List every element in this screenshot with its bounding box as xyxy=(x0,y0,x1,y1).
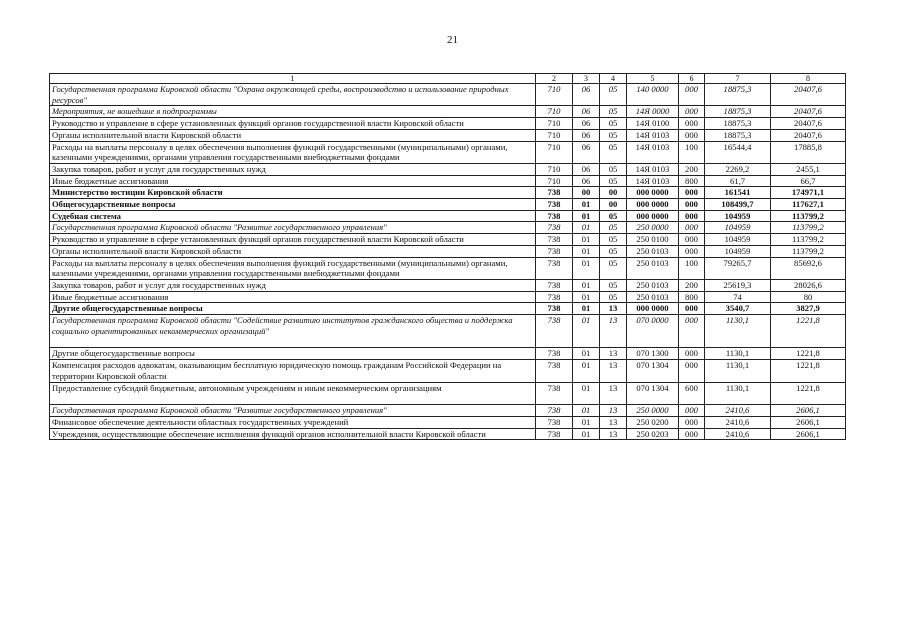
row-name-cell: Расходы на выплаты персоналу в целях обеспечения выполнения функций государственными (муниципальными) органами, казенными учреждениями, органами управления государственными внебюджетными фондами xyxy=(50,257,536,279)
expense-type-cell: 000 xyxy=(679,187,705,199)
target-article-cell: 000 0000 xyxy=(627,187,679,199)
expense-type-cell: 200 xyxy=(679,279,705,291)
ministry-code-cell: 738 xyxy=(536,257,573,279)
row-name-cell: Органы исполнительной власти Кировской области xyxy=(50,129,536,141)
expense-type-cell: 000 xyxy=(679,118,705,130)
ministry-code-cell: 738 xyxy=(536,382,573,405)
budget-table xyxy=(49,73,846,440)
subsection-code-cell: 05 xyxy=(600,291,627,303)
subsection-code-cell: 13 xyxy=(600,315,627,348)
ministry-code-cell: 710 xyxy=(536,106,573,118)
expense-type-cell: 000 xyxy=(679,199,705,211)
amount-year2-cell: 80 xyxy=(771,291,846,303)
target-article-cell: 070 1300 xyxy=(627,348,679,360)
section-code-cell: 01 xyxy=(573,245,600,257)
subsection-code-cell: 05 xyxy=(600,141,627,163)
subsection-code-cell: 13 xyxy=(600,416,627,428)
expense-type-cell: 000 xyxy=(679,234,705,246)
header-cell: 4 xyxy=(600,74,627,84)
subsection-code-cell: 05 xyxy=(600,234,627,246)
ministry-code-cell: 738 xyxy=(536,210,573,222)
amount-year2-cell: 2606,1 xyxy=(771,405,846,417)
row-name-cell: Другие общегосударственные вопросы xyxy=(50,348,536,360)
header-cell: 2 xyxy=(536,74,573,84)
subsection-code-cell: 13 xyxy=(600,360,627,382)
table-row xyxy=(50,129,846,141)
amount-year1-cell: 3540,7 xyxy=(705,303,771,315)
section-code-cell: 01 xyxy=(573,234,600,246)
target-article-cell: 250 0000 xyxy=(627,405,679,417)
section-code-cell: 01 xyxy=(573,348,600,360)
amount-year1-cell: 1130,1 xyxy=(705,348,771,360)
expense-type-cell: 000 xyxy=(679,360,705,382)
amount-year1-cell: 18875,3 xyxy=(705,118,771,130)
subsection-code-cell: 05 xyxy=(600,222,627,234)
target-article-cell: 000 0000 xyxy=(627,199,679,211)
amount-year2-cell: 2455,1 xyxy=(771,163,846,175)
ministry-code-cell: 738 xyxy=(536,245,573,257)
table-row xyxy=(50,210,846,222)
subsection-code-cell: 13 xyxy=(600,405,627,417)
table-row xyxy=(50,106,846,118)
section-code-cell: 01 xyxy=(573,360,600,382)
target-article-cell: 250 0103 xyxy=(627,291,679,303)
expense-type-cell: 100 xyxy=(679,257,705,279)
section-code-cell: 06 xyxy=(573,84,600,106)
table-row xyxy=(50,222,846,234)
row-name-cell: Предоставление субсидий бюджетным, автономным учреждениям и иным некоммерческим организациям xyxy=(50,382,536,405)
amount-year2-cell: 113799,2 xyxy=(771,210,846,222)
row-name-cell: Министерство юстиции Кировской области xyxy=(50,187,536,199)
amount-year1-cell: 2269,2 xyxy=(705,163,771,175)
row-name-cell: Закупка товаров, работ и услуг для государственных нужд xyxy=(50,279,536,291)
amount-year2-cell: 113799,2 xyxy=(771,222,846,234)
amount-year2-cell: 2606,1 xyxy=(771,416,846,428)
table-row xyxy=(50,163,846,175)
amount-year2-cell: 1221,8 xyxy=(771,348,846,360)
amount-year2-cell: 28026,6 xyxy=(771,279,846,291)
expense-type-cell: 800 xyxy=(679,175,705,187)
section-code-cell: 06 xyxy=(573,141,600,163)
amount-year2-cell: 20407,6 xyxy=(771,106,846,118)
section-code-cell: 01 xyxy=(573,303,600,315)
ministry-code-cell: 738 xyxy=(536,291,573,303)
target-article-cell: 14Я 0103 xyxy=(627,163,679,175)
ministry-code-cell: 738 xyxy=(536,405,573,417)
subsection-code-cell: 13 xyxy=(600,382,627,405)
expense-type-cell: 100 xyxy=(679,141,705,163)
row-name-cell: Органы исполнительной власти Кировской области xyxy=(50,245,536,257)
target-article-cell: 250 0103 xyxy=(627,257,679,279)
table-row xyxy=(50,303,846,315)
target-article-cell: 000 0000 xyxy=(627,303,679,315)
section-code-cell: 06 xyxy=(573,118,600,130)
ministry-code-cell: 738 xyxy=(536,428,573,440)
section-code-cell: 01 xyxy=(573,382,600,405)
amount-year2-cell: 113799,2 xyxy=(771,234,846,246)
row-name-cell: Руководство и управление в сфере установленных функций органов государственной власти Кировской области xyxy=(50,234,536,246)
expense-type-cell: 000 xyxy=(679,315,705,348)
amount-year1-cell: 104959 xyxy=(705,210,771,222)
subsection-code-cell: 00 xyxy=(600,187,627,199)
target-article-cell: 14Я 0100 xyxy=(627,118,679,130)
ministry-code-cell: 710 xyxy=(536,141,573,163)
section-code-cell: 00 xyxy=(573,187,600,199)
ministry-code-cell: 738 xyxy=(536,187,573,199)
amount-year1-cell: 2410,6 xyxy=(705,428,771,440)
amount-year1-cell: 18875,3 xyxy=(705,129,771,141)
table-row xyxy=(50,84,846,106)
amount-year1-cell: 1130,1 xyxy=(705,382,771,405)
header-cell: 6 xyxy=(679,74,705,84)
header-cell: 8 xyxy=(771,74,846,84)
target-article-cell: 070 1304 xyxy=(627,360,679,382)
ministry-code-cell: 738 xyxy=(536,348,573,360)
expense-type-cell: 000 xyxy=(679,210,705,222)
table-row xyxy=(50,428,846,440)
amount-year1-cell: 161541 xyxy=(705,187,771,199)
row-name-cell: Государственная программа Кировской области "Содействие развитию институтов гражданского общества и поддержка социально ориентированных некоммерческих организаций" xyxy=(50,315,536,348)
table-row xyxy=(50,141,846,163)
amount-year2-cell: 20407,6 xyxy=(771,129,846,141)
row-name-cell: Общегосударственные вопросы xyxy=(50,199,536,211)
target-article-cell: 14Я 0103 xyxy=(627,129,679,141)
amount-year1-cell: 61,7 xyxy=(705,175,771,187)
amount-year2-cell: 117627,1 xyxy=(771,199,846,211)
amount-year1-cell: 18875,3 xyxy=(705,84,771,106)
target-article-cell: 250 0103 xyxy=(627,245,679,257)
header-cell: 1 xyxy=(50,74,536,84)
amount-year2-cell: 85692,6 xyxy=(771,257,846,279)
table-row xyxy=(50,315,846,348)
amount-year2-cell: 20407,6 xyxy=(771,84,846,106)
target-article-cell: 14Я 0000 xyxy=(627,106,679,118)
ministry-code-cell: 738 xyxy=(536,279,573,291)
section-code-cell: 01 xyxy=(573,405,600,417)
table-row xyxy=(50,405,846,417)
amount-year2-cell: 1221,8 xyxy=(771,315,846,348)
header-cell: 3 xyxy=(573,74,600,84)
row-name-cell: Судебная система xyxy=(50,210,536,222)
subsection-code-cell: 05 xyxy=(600,279,627,291)
expense-type-cell: 000 xyxy=(679,428,705,440)
expense-type-cell: 000 xyxy=(679,245,705,257)
row-name-cell: Финансовое обеспечение деятельности областных государственных учреждений xyxy=(50,416,536,428)
row-name-cell: Иные бюджетные ассигнования xyxy=(50,291,536,303)
target-article-cell: 14Я 0103 xyxy=(627,175,679,187)
amount-year1-cell: 1130,1 xyxy=(705,315,771,348)
amount-year1-cell: 104959 xyxy=(705,245,771,257)
row-name-cell: Иные бюджетные ассигнования xyxy=(50,175,536,187)
amount-year1-cell: 18875,3 xyxy=(705,106,771,118)
section-code-cell: 01 xyxy=(573,199,600,211)
section-code-cell: 01 xyxy=(573,210,600,222)
section-code-cell: 01 xyxy=(573,315,600,348)
expense-type-cell: 000 xyxy=(679,106,705,118)
target-article-cell: 000 0000 xyxy=(627,210,679,222)
row-name-cell: Государственная программа Кировской области "Охрана окружающей среды, воспроизводство и использование природных ресурсов" xyxy=(50,84,536,106)
target-article-cell: 140 0000 xyxy=(627,84,679,106)
amount-year2-cell: 3827,9 xyxy=(771,303,846,315)
ministry-code-cell: 738 xyxy=(536,315,573,348)
row-name-cell: Закупка товаров, работ и услуг для государственных нужд xyxy=(50,163,536,175)
section-code-cell: 06 xyxy=(573,163,600,175)
expense-type-cell: 000 xyxy=(679,84,705,106)
amount-year1-cell: 16544,4 xyxy=(705,141,771,163)
subsection-code-cell: 00 xyxy=(600,199,627,211)
table-row xyxy=(50,257,846,279)
section-code-cell: 06 xyxy=(573,175,600,187)
expense-type-cell: 000 xyxy=(679,303,705,315)
amount-year2-cell: 20407,6 xyxy=(771,118,846,130)
target-article-cell: 250 0000 xyxy=(627,222,679,234)
section-code-cell: 01 xyxy=(573,257,600,279)
ministry-code-cell: 738 xyxy=(536,360,573,382)
expense-type-cell: 200 xyxy=(679,163,705,175)
table-row xyxy=(50,187,846,199)
row-name-cell: Руководство и управление в сфере установленных функций органов государственной власти Кировской области xyxy=(50,118,536,130)
table-row xyxy=(50,118,846,130)
header-cell: 7 xyxy=(705,74,771,84)
table-body xyxy=(50,84,846,440)
expense-type-cell: 800 xyxy=(679,291,705,303)
ministry-code-cell: 738 xyxy=(536,416,573,428)
row-name-cell: Государственная программа Кировской области "Развитие государственного управления" xyxy=(50,405,536,417)
header-cell: 5 xyxy=(627,74,679,84)
row-name-cell: Расходы на выплаты персоналу в целях обеспечения выполнения функций государственными (муниципальными) органами, казенными учреждениями, органами управления государственными внебюджетными фондами xyxy=(50,141,536,163)
expense-type-cell: 000 xyxy=(679,129,705,141)
table-row xyxy=(50,245,846,257)
amount-year1-cell: 74 xyxy=(705,291,771,303)
amount-year1-cell: 104959 xyxy=(705,222,771,234)
table-row xyxy=(50,234,846,246)
target-article-cell: 14Я 0103 xyxy=(627,141,679,163)
target-article-cell: 250 0100 xyxy=(627,234,679,246)
target-article-cell: 250 0200 xyxy=(627,416,679,428)
table-row xyxy=(50,348,846,360)
target-article-cell: 070 0000 xyxy=(627,315,679,348)
expense-type-cell: 600 xyxy=(679,382,705,405)
expense-type-cell: 000 xyxy=(679,222,705,234)
section-code-cell: 01 xyxy=(573,428,600,440)
subsection-code-cell: 05 xyxy=(600,257,627,279)
amount-year2-cell: 1221,8 xyxy=(771,360,846,382)
ministry-code-cell: 738 xyxy=(536,303,573,315)
section-code-cell: 01 xyxy=(573,416,600,428)
amount-year1-cell: 79265,7 xyxy=(705,257,771,279)
amount-year1-cell: 2410,6 xyxy=(705,405,771,417)
section-code-cell: 01 xyxy=(573,279,600,291)
amount-year2-cell: 113799,2 xyxy=(771,245,846,257)
table-row xyxy=(50,279,846,291)
subsection-code-cell: 05 xyxy=(600,163,627,175)
target-article-cell: 250 0103 xyxy=(627,279,679,291)
header-row xyxy=(50,74,846,84)
row-name-cell: Учреждения, осуществляющие обеспечение исполнения функций органов исполнительной власти Кировской области xyxy=(50,428,536,440)
section-code-cell: 01 xyxy=(573,291,600,303)
ministry-code-cell: 710 xyxy=(536,129,573,141)
ministry-code-cell: 738 xyxy=(536,234,573,246)
subsection-code-cell: 05 xyxy=(600,106,627,118)
row-name-cell: Другие общегосударственные вопросы xyxy=(50,303,536,315)
page-number: 21 xyxy=(447,34,458,46)
expense-type-cell: 000 xyxy=(679,405,705,417)
ministry-code-cell: 738 xyxy=(536,222,573,234)
section-code-cell: 06 xyxy=(573,106,600,118)
amount-year2-cell: 2606,1 xyxy=(771,428,846,440)
table-row xyxy=(50,175,846,187)
amount-year1-cell: 108499,7 xyxy=(705,199,771,211)
amount-year2-cell: 17885,8 xyxy=(771,141,846,163)
amount-year1-cell: 1130,1 xyxy=(705,360,771,382)
subsection-code-cell: 13 xyxy=(600,303,627,315)
ministry-code-cell: 710 xyxy=(536,175,573,187)
amount-year1-cell: 25619,3 xyxy=(705,279,771,291)
subsection-code-cell: 05 xyxy=(600,129,627,141)
subsection-code-cell: 13 xyxy=(600,348,627,360)
ministry-code-cell: 710 xyxy=(536,118,573,130)
amount-year1-cell: 2410,6 xyxy=(705,416,771,428)
expense-type-cell: 000 xyxy=(679,416,705,428)
ministry-code-cell: 710 xyxy=(536,163,573,175)
subsection-code-cell: 13 xyxy=(600,428,627,440)
subsection-code-cell: 05 xyxy=(600,245,627,257)
row-name-cell: Мероприятия, не вошедшие в подпрограммы xyxy=(50,106,536,118)
row-name-cell: Компенсация расходов адвокатам, оказывающим бесплатную юридическую помощь гражданам Российской Федерации на территории Кировской области xyxy=(50,360,536,382)
target-article-cell: 070 1304 xyxy=(627,382,679,405)
expense-type-cell: 000 xyxy=(679,348,705,360)
amount-year2-cell: 174971,1 xyxy=(771,187,846,199)
amount-year2-cell: 66,7 xyxy=(771,175,846,187)
ministry-code-cell: 710 xyxy=(536,84,573,106)
row-name-cell: Государственная программа Кировской области "Развитие государственного управления" xyxy=(50,222,536,234)
table-row xyxy=(50,360,846,382)
subsection-code-cell: 05 xyxy=(600,210,627,222)
amount-year1-cell: 104959 xyxy=(705,234,771,246)
subsection-code-cell: 05 xyxy=(600,175,627,187)
table-row xyxy=(50,291,846,303)
table-row xyxy=(50,382,846,405)
subsection-code-cell: 05 xyxy=(600,84,627,106)
amount-year2-cell: 1221,8 xyxy=(771,382,846,405)
subsection-code-cell: 05 xyxy=(600,118,627,130)
table-row xyxy=(50,199,846,211)
section-code-cell: 01 xyxy=(573,222,600,234)
table-row xyxy=(50,416,846,428)
ministry-code-cell: 738 xyxy=(536,199,573,211)
section-code-cell: 06 xyxy=(573,129,600,141)
target-article-cell: 250 0203 xyxy=(627,428,679,440)
